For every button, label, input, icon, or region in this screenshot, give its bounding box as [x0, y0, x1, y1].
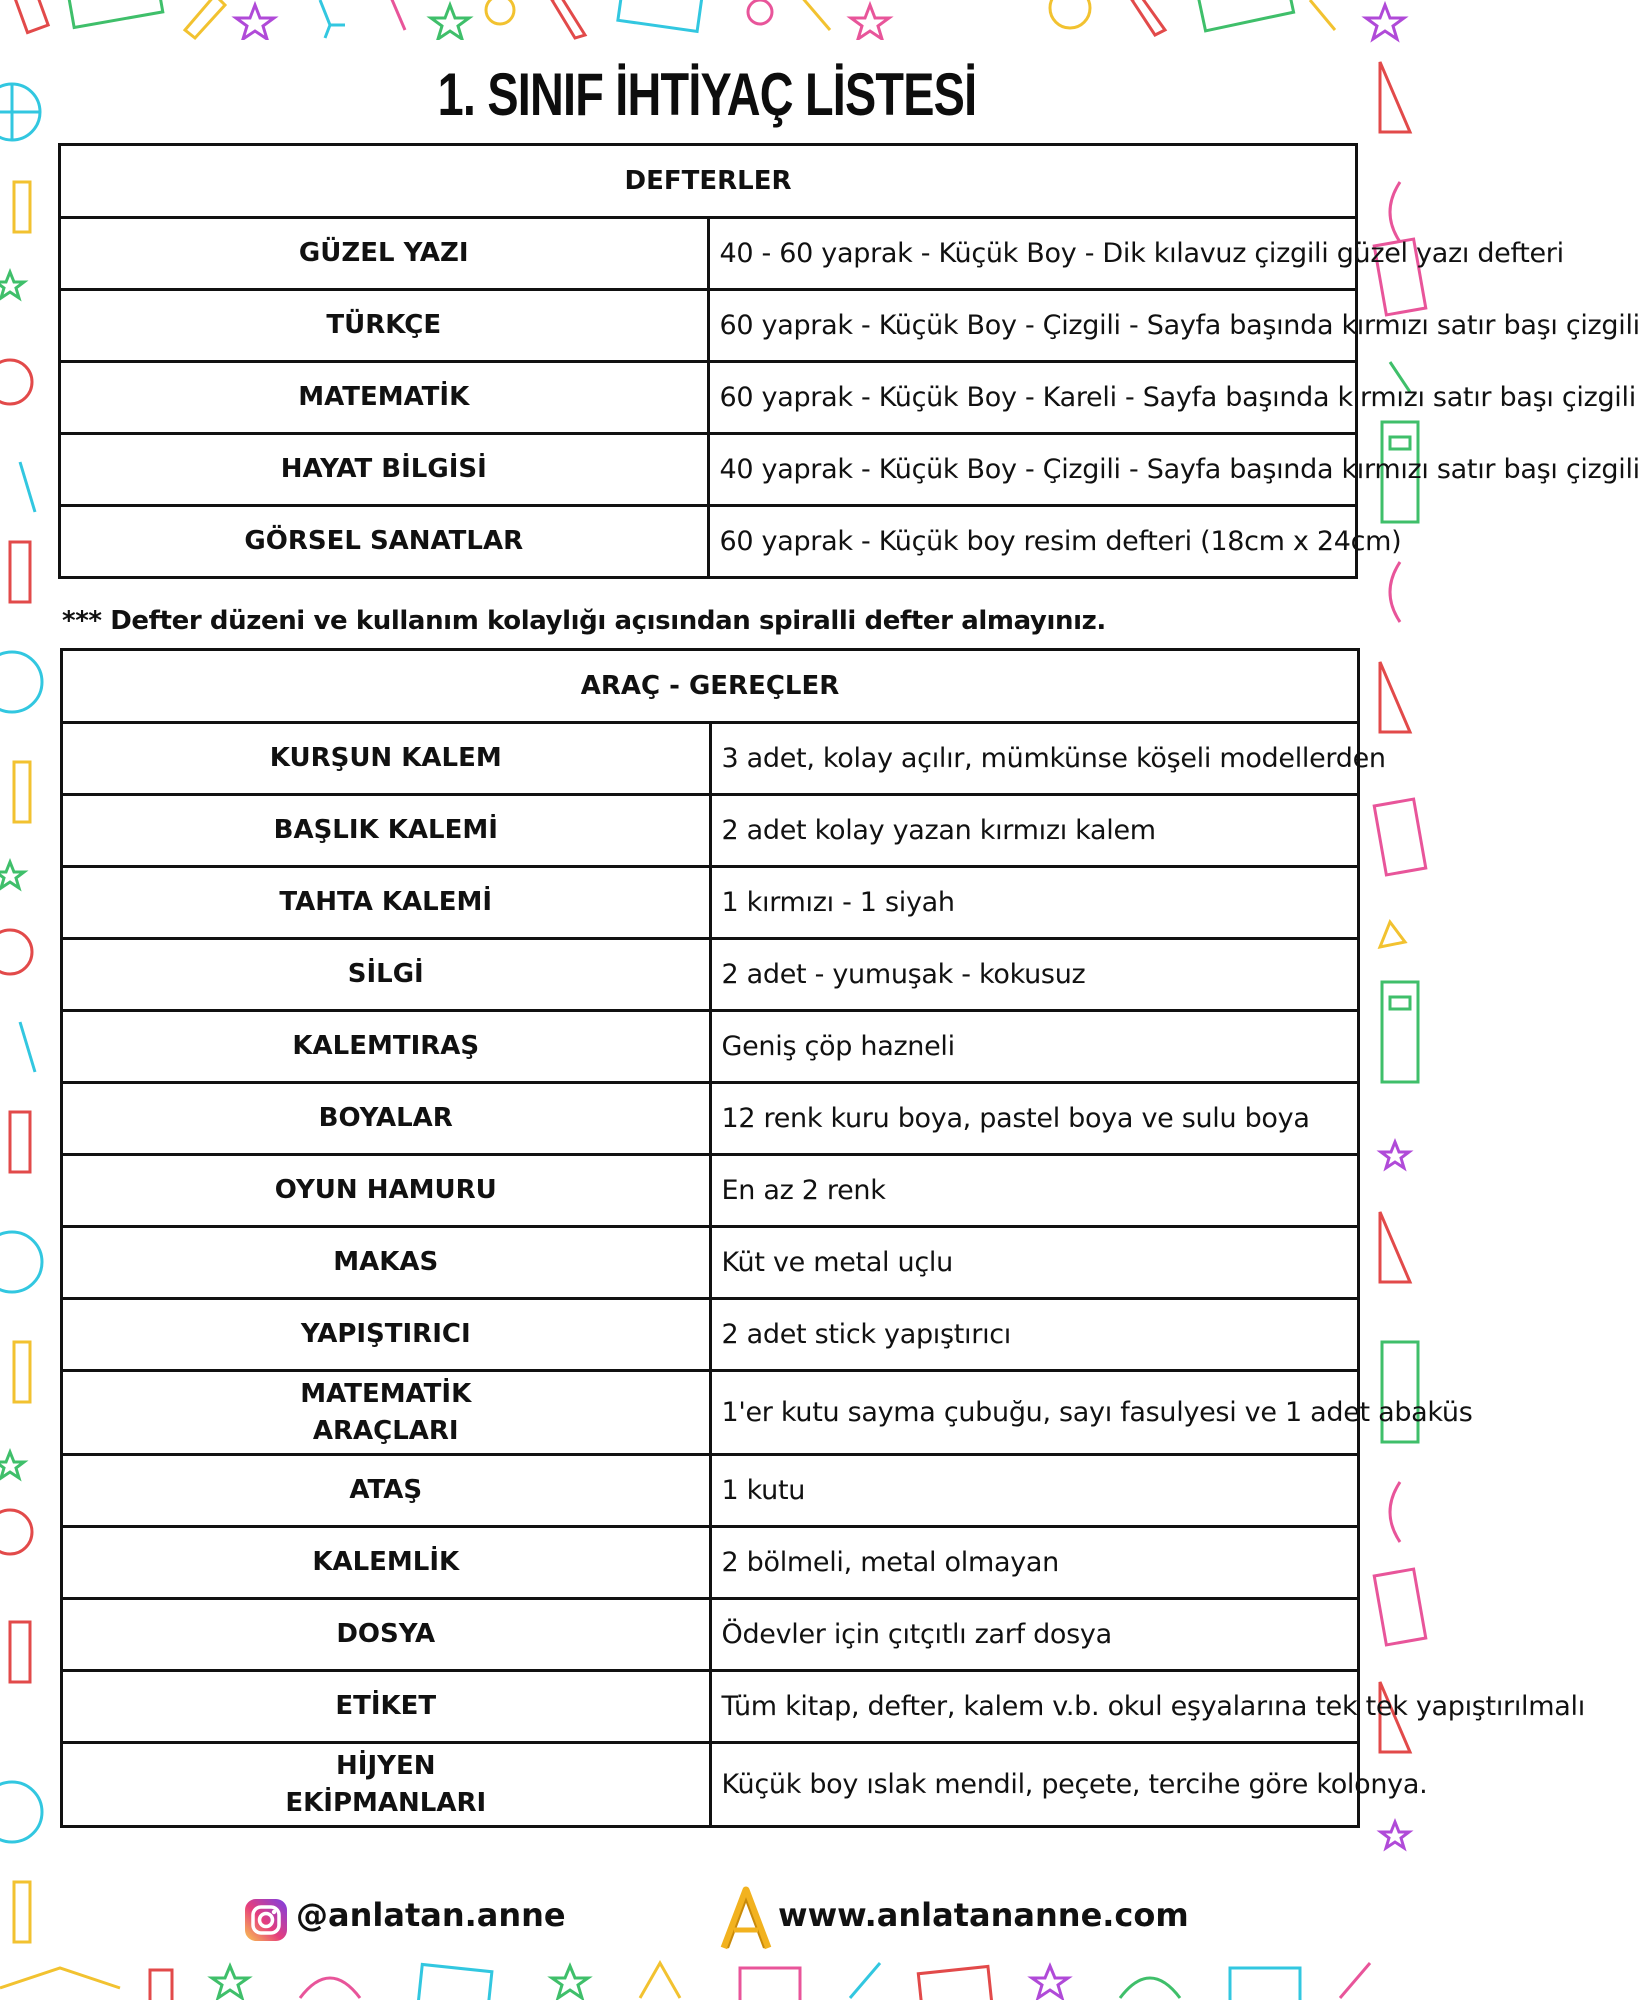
- footer: [56, 1886, 1358, 1946]
- supply-item: KALEMLİK: [62, 1527, 711, 1599]
- supply-detail: 3 adet, kolay açılır, mümkünse köşeli modellerden: [710, 723, 1359, 795]
- supply-detail: 1 kırmızı - 1 siyah: [710, 867, 1359, 939]
- notebook-subject: MATEMATİK: [60, 362, 709, 434]
- supply-detail: Küt ve metal uçlu: [710, 1227, 1359, 1299]
- supply-item: KALEMTIRAŞ: [62, 1011, 711, 1083]
- supply-detail: 2 adet kolay yazan kırmızı kalem: [710, 795, 1359, 867]
- table-row: [62, 723, 1359, 795]
- instagram-icon[interactable]: [244, 1898, 288, 1942]
- notebook-detail: 40 - 60 yaprak - Küçük Boy - Dik kılavuz çizgili güzel yazı defteri: [708, 218, 1357, 290]
- notebook-detail: 40 yaprak - Küçük Boy - Çizgili - Sayfa başında kırmızı satır başı çizgili: [708, 434, 1357, 506]
- doodle-border-top: [0, 0, 1414, 42]
- table-row: [62, 795, 1359, 867]
- supply-item: BAŞLIK KALEMİ: [62, 795, 711, 867]
- notebook-detail: 60 yaprak - Küçük Boy - Kareli - Sayfa başında kırmızı satır başı çizgili: [708, 362, 1357, 434]
- supply-item: OYUN HAMURU: [62, 1155, 711, 1227]
- page-title: 1. SINIF İHTİYAÇ LİSTESİ: [437, 61, 977, 128]
- supply-item: TAHTA KALEMİ: [62, 867, 711, 939]
- supply-item: SİLGİ: [62, 939, 711, 1011]
- notebooks-table: [58, 143, 1640, 579]
- notebooks-header-row: [60, 145, 1357, 218]
- supply-detail: 2 adet - yumuşak - kokusuz: [710, 939, 1359, 1011]
- table-row: [62, 867, 1359, 939]
- supplies-header-row: [62, 650, 1359, 723]
- supply-detail: Geniş çöp hazneli: [710, 1011, 1359, 1083]
- table-row: [62, 1455, 1359, 1527]
- supply-item-line: MATEMATİK: [300, 1378, 472, 1409]
- table-row: [62, 1083, 1359, 1155]
- supply-item: ATAŞ: [62, 1455, 711, 1527]
- supply-item: BOYALAR: [62, 1083, 711, 1155]
- supply-item: [62, 1743, 711, 1827]
- supply-item: YAPIŞTIRICI: [62, 1299, 711, 1371]
- supply-item: MAKAS: [62, 1227, 711, 1299]
- website-link[interactable]: www.anlatananne.com: [778, 1896, 1189, 1934]
- supply-item-line: ARAÇLARI: [312, 1415, 459, 1446]
- table-row: [60, 434, 1357, 506]
- school-doodles-bottom: [0, 1958, 1414, 2000]
- supply-detail: 12 renk kuru boya, pastel boya ve sulu boya: [710, 1083, 1359, 1155]
- table-row: [62, 1743, 1359, 1827]
- notebook-detail: 60 yaprak - Küçük Boy - Çizgili - Sayfa başında kırmızı satır başı çizgili: [708, 290, 1357, 362]
- supplies-header: ARAÇ - GEREÇLER: [62, 650, 1359, 723]
- table-row: [60, 362, 1357, 434]
- doodle-border-left: [0, 42, 58, 1958]
- table-row: [60, 218, 1357, 290]
- supply-detail: Tüm kitap, defter, kalem v.b. okul eşyalarına tek tek yapıştırılmalı: [710, 1671, 1359, 1743]
- table-row: [62, 1527, 1359, 1599]
- notebook-subject: GÜZEL YAZI: [60, 218, 709, 290]
- supply-item-line: HİJYEN: [336, 1750, 436, 1781]
- notebook-subject: GÖRSEL SANATLAR: [60, 506, 709, 578]
- table-row: [62, 1671, 1359, 1743]
- school-doodles-top: [0, 0, 1414, 42]
- supply-item-line: EKİPMANLARI: [285, 1787, 487, 1818]
- supply-detail: 1'er kutu sayma çubuğu, sayı fasulyesi ve 1 adet abaküs: [710, 1371, 1359, 1455]
- supply-detail: 1 kutu: [710, 1455, 1359, 1527]
- table-row: [60, 290, 1357, 362]
- notebooks-header: DEFTERLER: [60, 145, 1357, 218]
- table-row: [62, 1227, 1359, 1299]
- table-row: [62, 1155, 1359, 1227]
- site-logo-icon: [716, 1886, 778, 1952]
- table-row: [62, 1599, 1359, 1671]
- checklist-sheet: [56, 40, 1640, 1958]
- notebook-detail: 60 yaprak - Küçük boy resim defteri (18cm x 24cm): [708, 506, 1357, 578]
- supply-detail: Küçük boy ıslak mendil, peçete, tercihe göre kolonya.: [710, 1743, 1359, 1827]
- supply-item: [62, 1371, 711, 1455]
- instagram-handle[interactable]: @anlatan.anne: [296, 1896, 566, 1934]
- notebook-subject: HAYAT BİLGİSİ: [60, 434, 709, 506]
- table-row: [62, 939, 1359, 1011]
- table-row: [60, 506, 1357, 578]
- supply-detail: Ödevler için çıtçıtlı zarf dosya: [710, 1599, 1359, 1671]
- table-row: [62, 1299, 1359, 1371]
- supply-detail: 2 adet stick yapıştırıcı: [710, 1299, 1359, 1371]
- school-doodles-left: [0, 42, 58, 1958]
- supplies-table: [60, 648, 1585, 1828]
- table-row: [62, 1011, 1359, 1083]
- supply-detail: 2 bölmeli, metal olmayan: [710, 1527, 1359, 1599]
- supply-item: ETİKET: [62, 1671, 711, 1743]
- supply-item: KURŞUN KALEM: [62, 723, 711, 795]
- doodle-border-bottom: [0, 1958, 1414, 2000]
- supply-item: DOSYA: [62, 1599, 711, 1671]
- notebook-subject: TÜRKÇE: [60, 290, 709, 362]
- supply-detail: En az 2 renk: [710, 1155, 1359, 1227]
- table-row: [62, 1371, 1359, 1455]
- notebook-note: *** Defter düzeni ve kullanım kolaylığı açısından spiralli defter almayınız.: [62, 606, 1106, 636]
